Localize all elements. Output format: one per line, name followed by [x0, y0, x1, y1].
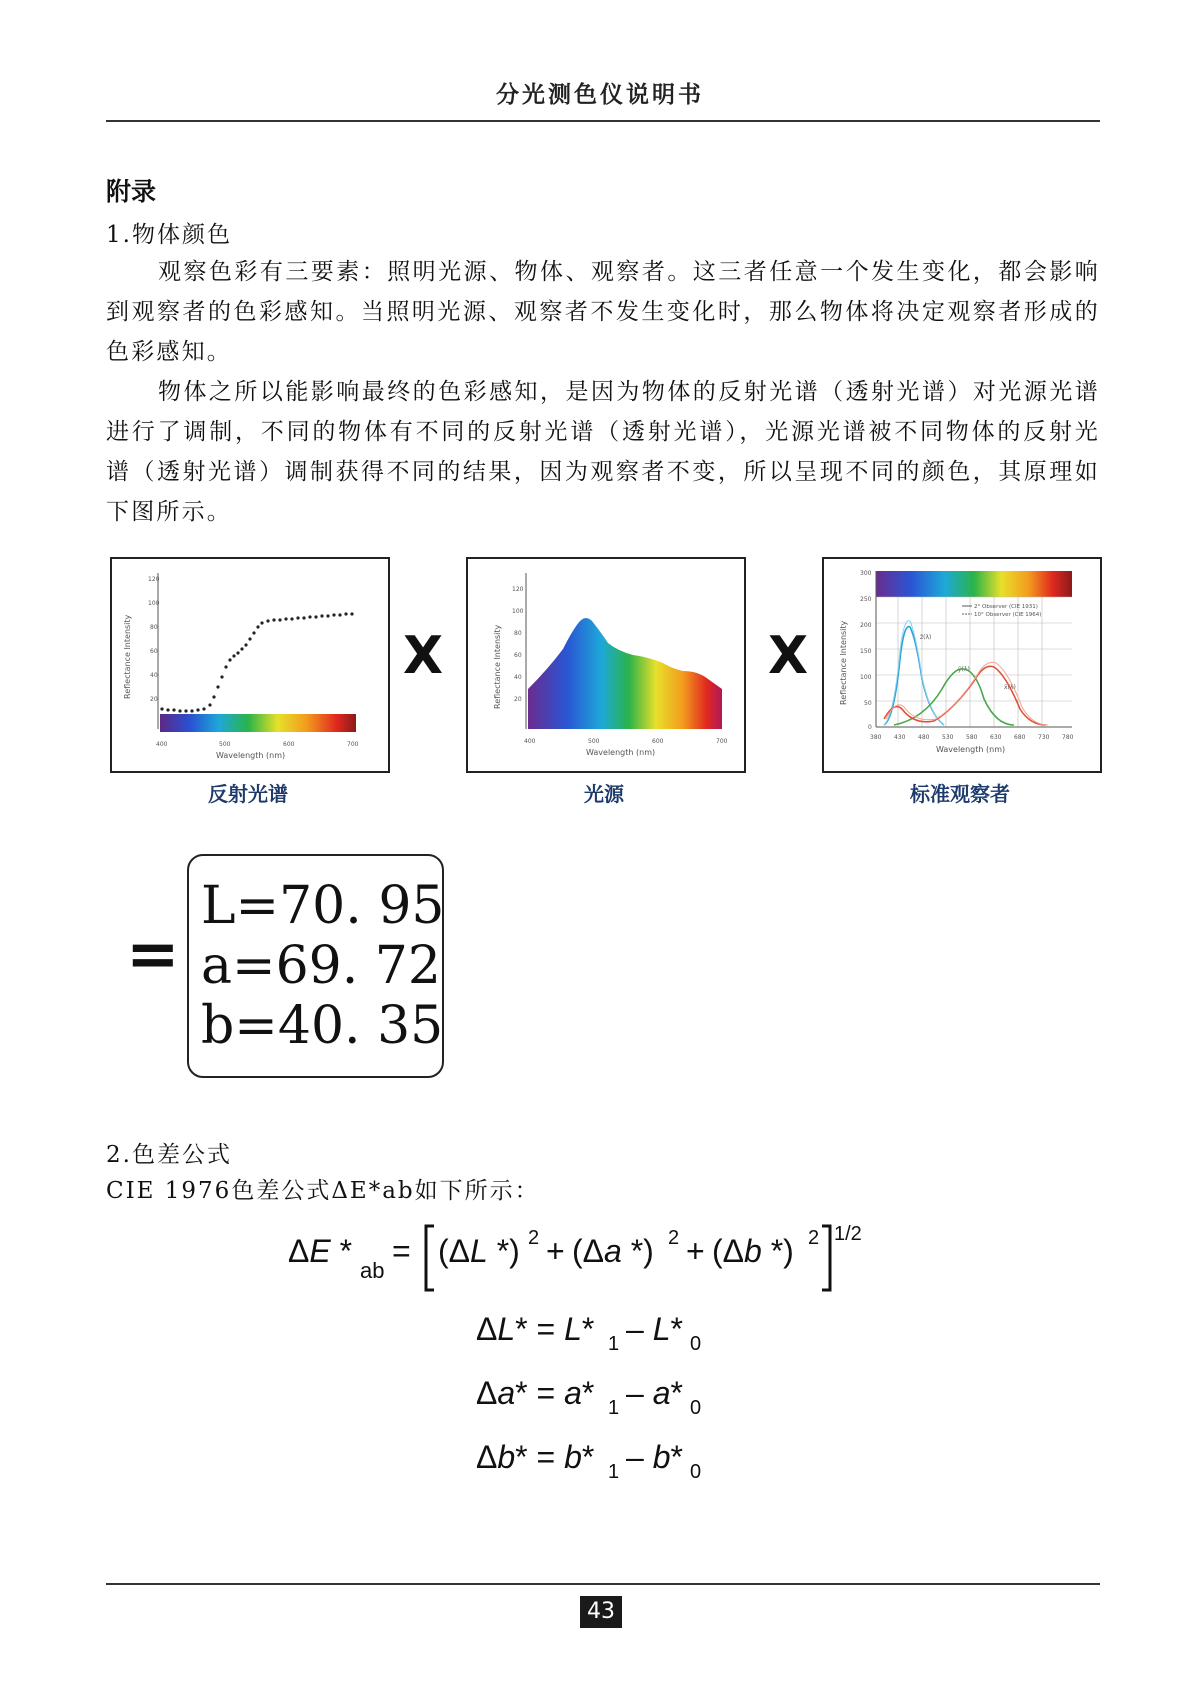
x-tick: 580: [966, 734, 978, 741]
svg-text:ab: ab: [360, 1258, 385, 1283]
x-axis-label: Wavelength (nm): [936, 745, 1006, 754]
svg-text:ΔE *: ΔE *: [288, 1233, 353, 1269]
x-tick: 730: [1038, 734, 1050, 741]
svg-text:(Δa *): (Δa *): [572, 1233, 654, 1269]
x-tick: 380: [870, 734, 882, 741]
light-source-chart: [466, 557, 746, 773]
lab-l-value: L=70. 95: [201, 876, 445, 936]
curve-label-y: ȳ(λ): [958, 666, 970, 673]
x-tick: 480: [918, 734, 930, 741]
curve-label-x: x̄(λ): [1004, 684, 1016, 691]
svg-text:Δa* = a*: Δa* = a*: [476, 1375, 595, 1411]
observer-z-curve: [884, 627, 944, 725]
svg-text:ΔL* = L*: ΔL* = L*: [476, 1311, 595, 1347]
x-tick: 630: [990, 734, 1002, 741]
svg-text:1: 1: [608, 1461, 620, 1483]
y-tick: 80: [514, 630, 522, 637]
y-tick: 100: [148, 600, 160, 607]
x-tick: 600: [652, 738, 664, 745]
multiply-operator-2: X: [768, 626, 809, 686]
lab-b-value: b=40. 35: [201, 996, 444, 1056]
reflectance-spectrum-chart: [110, 557, 390, 773]
x-tick: 700: [716, 738, 728, 745]
svg-text:+: +: [686, 1233, 705, 1269]
y-tick: 40: [514, 674, 522, 681]
svg-text:(ΔL *): (ΔL *): [438, 1233, 520, 1269]
y-axis-label: Reflectance Intensity: [839, 620, 848, 705]
y-tick: 100: [512, 608, 524, 615]
y-tick: 300: [860, 570, 872, 577]
footer-rule: [106, 1583, 1100, 1585]
x-tick: 430: [894, 734, 906, 741]
multiply-operator-1: X: [403, 626, 444, 686]
delta-a-formula: [476, 1370, 716, 1425]
svg-text:1: 1: [608, 1397, 620, 1419]
y-tick: 50: [864, 700, 872, 707]
lab-a-value: a=69. 72: [201, 936, 441, 996]
x-tick: 400: [524, 738, 536, 745]
delta-l-formula: [476, 1306, 716, 1361]
y-tick: 120: [512, 586, 524, 593]
x-tick: 680: [1014, 734, 1026, 741]
svg-text:– a*: – a*: [626, 1375, 683, 1411]
svg-text:(Δb *): (Δb *): [712, 1233, 794, 1269]
y-tick: 120: [148, 576, 160, 583]
y-tick: 20: [514, 696, 522, 703]
light-source-spectrum: [528, 618, 722, 729]
y-axis-label: Reflectance Intensity: [123, 614, 132, 699]
equals-sign: =: [126, 918, 180, 992]
header-title: 分光测色仪说明书: [496, 82, 704, 108]
y-axis-label: Reflectance Intensity: [493, 624, 502, 709]
x-tick: 700: [347, 741, 359, 748]
x-tick: 600: [283, 741, 295, 748]
x-tick: 500: [219, 741, 231, 748]
x-tick: 530: [942, 734, 954, 741]
lab-result-box: [187, 854, 444, 1078]
header-rule: [106, 120, 1100, 122]
svg-text:2: 2: [808, 1227, 820, 1249]
y-tick: 100: [860, 674, 872, 681]
svg-text:– b*: – b*: [626, 1439, 683, 1475]
curve-label-z: z̄(λ): [920, 634, 932, 641]
svg-text:0: 0: [690, 1333, 702, 1355]
reflectance-dots: [160, 612, 353, 712]
section1-paragraph-2: 物体之所以能影响最终的色彩感知，是因为物体的反射光谱（透射光谱）对光源光谱进行了调制，不同的物体有不同的反射光谱（透射光谱），光源光谱被不同物体的反射光谱（透射光谱）调制获得不同的结果，因为观察者不变，所以呈现不同的颜色，其原理如下图所示。: [106, 379, 1100, 525]
y-tick: 40: [150, 672, 158, 679]
y-tick: 200: [860, 622, 872, 629]
section1-title: 1.物体颜色: [106, 222, 232, 248]
appendix-heading: 附录: [106, 177, 157, 206]
svg-text:– L*: – L*: [626, 1311, 683, 1347]
observer-y-curve: [894, 669, 1014, 725]
svg-text:1: 1: [608, 1333, 620, 1355]
caption-standard-observer: 标准观察者: [910, 782, 1010, 806]
page-number: 43: [580, 1596, 622, 1628]
y-tick: 60: [150, 648, 158, 655]
svg-text:+: +: [546, 1233, 565, 1269]
y-tick: 250: [860, 596, 872, 603]
svg-text:1/2: 1/2: [834, 1223, 862, 1245]
delta-e-formula: [288, 1218, 868, 1303]
y-tick: 0: [868, 724, 872, 731]
x-axis-label: Wavelength (nm): [216, 751, 286, 760]
svg-text:2: 2: [528, 1227, 540, 1249]
y-tick: 80: [150, 624, 158, 631]
legend-item: 2° Observer (CIE 1931): [974, 604, 1038, 610]
section2-intro: CIE 1976色差公式ΔE*ab如下所示：: [106, 1178, 540, 1204]
y-tick: 20: [150, 696, 158, 703]
standard-observer-chart: [822, 557, 1102, 773]
caption-light-source: 光源: [584, 782, 624, 806]
y-tick: 150: [860, 648, 872, 655]
x-tick: 780: [1062, 734, 1074, 741]
legend-item: 10° Observer (CIE 1964): [974, 612, 1042, 618]
delta-b-formula: [476, 1434, 716, 1489]
svg-text:=: =: [392, 1233, 411, 1269]
svg-text:2: 2: [668, 1227, 680, 1249]
x-axis-label: Wavelength (nm): [586, 748, 656, 757]
section2-title: 2.色差公式: [106, 1142, 232, 1168]
x-tick: 500: [588, 738, 600, 745]
section1-paragraph-1: 观察色彩有三要素：照明光源、物体、观察者。这三者任意一个发生变化，都会影响到观察者的色彩感知。当照明光源、观察者不发生变化时，那么物体将决定观察者形成的色彩感知。: [106, 259, 1100, 365]
y-tick: 60: [514, 652, 522, 659]
x-tick: 400: [156, 741, 168, 748]
svg-text:0: 0: [690, 1397, 702, 1419]
svg-text:0: 0: [690, 1461, 702, 1483]
caption-reflectance-spectrum: 反射光谱: [208, 782, 288, 806]
svg-text:Δb* = b*: Δb* = b*: [476, 1439, 595, 1475]
